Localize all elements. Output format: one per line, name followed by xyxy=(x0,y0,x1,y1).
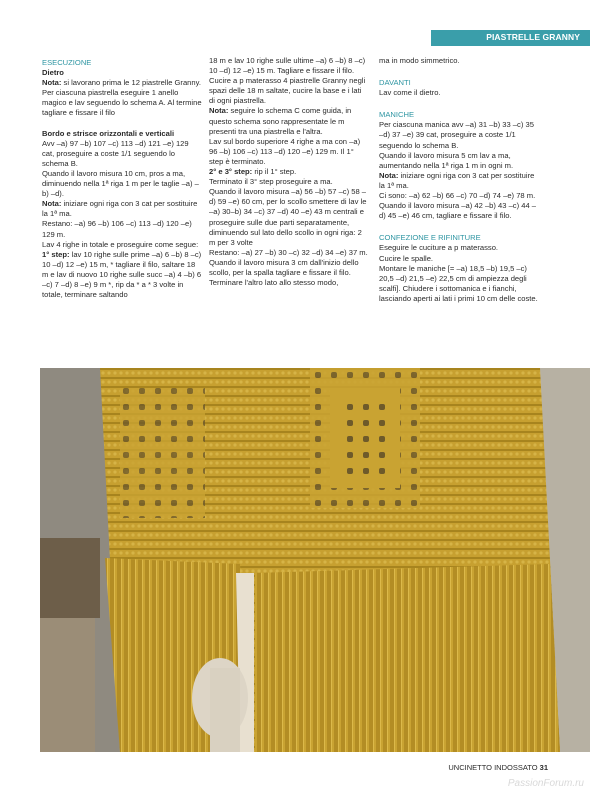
paragraph: Restano: –a) 27 –b) 30 –c) 32 –d) 34 –e) 37 m. xyxy=(209,247,368,257)
section-title: MANICHE xyxy=(379,110,415,120)
subsection-title: Bordo e strisce orizzontali e verticali xyxy=(42,128,175,138)
crochet-photo xyxy=(40,368,590,752)
paragraph: Terminare l'altro lato allo stesso modo, xyxy=(209,278,339,288)
paragraph: Quando il lavoro misura 3 cm dall'inizio dello scollo, per la spalla tagliare e fissare il filo. xyxy=(209,257,359,277)
paragraph: Nota: iniziare ogni riga con 3 cat per sostituire la 1ª ma. xyxy=(42,199,198,219)
paragraph: Quando il lavoro misura –a) 42 –b) 43 –c) 44 –d) 45 –e) 46 cm, tagliare e fissare il filo. xyxy=(379,201,537,221)
paragraph: Restano: –a) 96 –b) 106 –c) 113 –d) 120 –e) 129 m. xyxy=(42,219,192,239)
paragraph: Lav sul bordo superiore 4 righe a ma con –a) 96 –b) 106 –c) 113 –d) 120 –e) 129 m. Il 1° step è terminato. xyxy=(209,136,361,166)
paragraph: Lav 4 righe in totale e proseguire come segue: xyxy=(42,239,199,249)
paragraph: Cucire le spalle. xyxy=(379,253,434,263)
column-3 xyxy=(379,56,539,304)
paragraph: Montare le maniche [= –a) 18,5 –b) 19,5 –c) 20,5 –d) 21,5 –e) 22,5 cm di ampiezza degli scalfi]. Chiudere i sottomanica e i fianchi, lasciando aperti ai lati i primi 10 cm delle coste. xyxy=(379,263,538,303)
subsection-title: Dietro xyxy=(42,68,64,78)
column-1 xyxy=(42,56,202,300)
paragraph: Per ciascuna piastrella eseguire 1 anello magico e lav seguendo lo schema A. Al termine tagliare e fissare il filo xyxy=(42,88,202,118)
paragraph: 18 m e lav 10 righe sulle ultime –a) 6 –b) 8 –c) 10 –d) 12 –e) 15 m. Tagliare e fissare il filo. Cucire a p materasso 4 piastrelle Granny negli spazi delle 18 m saltate, cucire la base e i lati di ogni piastrella. xyxy=(209,56,366,106)
paragraph: Lav come il dietro. xyxy=(379,88,441,98)
paragraph: Quando il lavoro misura 5 cm lav a ma, aumentando nella 1ª riga 1 m in ogni m. xyxy=(379,150,514,170)
paragraph: 2° e 3° step: rip il 1° step. xyxy=(209,167,297,177)
paragraph: 1° step: lav 10 righe sulle prime –a) 6 –b) 8 –c) 10 –d) 12 –e) 15 m, * tagliare il filo, saltare 18 m e lav di nuovo 10 righe sulle succ –a) 4 –b) 6 –c) 7 –d) 8 –e) 9 m *, rip da * a * 3 volte in totale, terminare saltando xyxy=(42,249,202,300)
paragraph: ma in modo simmetrico. xyxy=(379,56,460,65)
page-number: 31 xyxy=(539,763,548,772)
section-header: PIASTRELLE GRANNY xyxy=(486,32,580,42)
paragraph: Ci sono: –a) 62 –b) 66 –c) 70 –d) 74 –e) 78 m. xyxy=(379,191,536,201)
paragraph: Quando il lavoro misura –a) 56 –b) 57 –c) 58 –d) 59 –e) 60 cm, per lo scollo smettere di lav le –a) 30–b) 34 –c) 37 –d) 40 –e) 43 m centrali e proseguire sulle due parti separatamente, diminuendo sul lato dello scollo in ogni riga: 2 m per 3 volte xyxy=(209,187,367,247)
section-title: DAVANTI xyxy=(379,78,411,88)
watermark: PassionForum.ru xyxy=(507,778,584,789)
paragraph: Per ciascuna manica avv –a) 31 –b) 33 –c) 35 –d) 37 –e) 39 cat, proseguire a coste 1/1 seguendo lo schema B. xyxy=(379,120,534,150)
section-title: ESECUZIONE xyxy=(42,58,92,67)
paragraph: Quando il lavoro misura 10 cm, pros a ma, diminuendo nella 1ª riga 1 m per le taglie –a) –b) –d). xyxy=(42,168,199,199)
paragraph: Terminato il 3° step proseguire a ma. xyxy=(209,177,333,187)
paragraph: Nota: iniziare ogni riga con 3 cat per sostituire la 1ª ma. xyxy=(379,170,535,190)
paragraph: Eseguire le cuciture a p materasso. xyxy=(379,243,499,253)
paragraph: Avv –a) 97 –b) 107 –c) 113 –d) 121 –e) 129 cat, proseguire a coste 1/1 seguendo lo schema B. xyxy=(42,138,189,168)
section-title: CONFEZIONE E RIFINITURE xyxy=(379,233,481,243)
column-2 xyxy=(209,56,369,288)
magazine-name: UNCINETTO INDOSSATO xyxy=(448,763,538,772)
page-footer xyxy=(448,763,548,772)
paragraph: Nota: seguire lo schema C come guida, in questo schema sono rappresentate le m presenti tra una piastrella e l'altra. xyxy=(209,106,352,136)
paragraph: Nota: si lavorano prima le 12 piastrelle Granny. xyxy=(42,78,201,88)
